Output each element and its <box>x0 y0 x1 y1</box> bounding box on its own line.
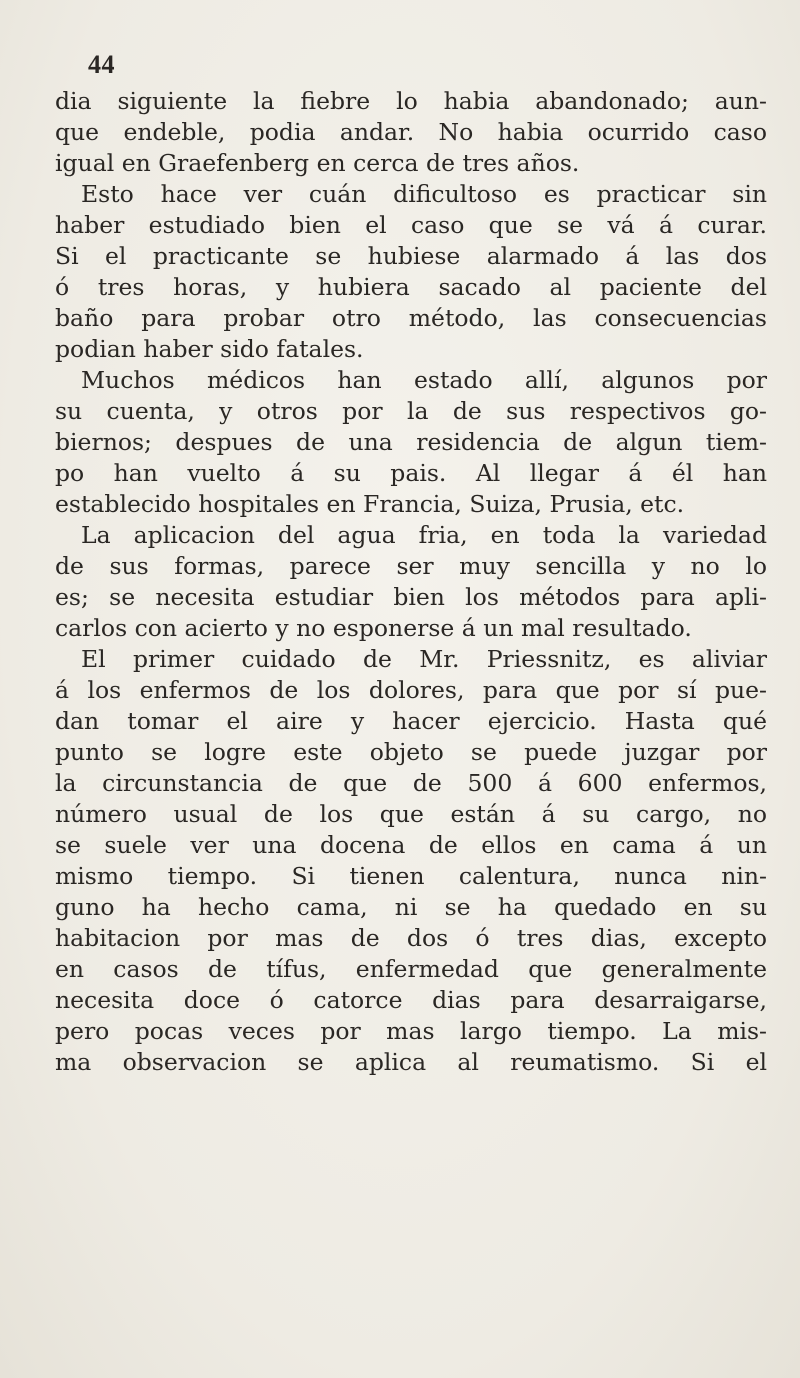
text-line: ó tres horas, y hubiera sacado al paciente del <box>55 273 767 301</box>
text-line: Esto hace ver cuán dificultoso es practicar sin <box>81 180 767 208</box>
text-line: necesita doce ó catorce dias para desarraigarse, <box>55 986 767 1014</box>
text-line: po han vuelto á su pais. Al llegar á él han <box>55 459 767 487</box>
text-line: Muchos médicos han estado allí, algunos por <box>81 366 767 394</box>
text-line: la circunstancia de que de 500 á 600 enfermos, <box>55 769 767 797</box>
text-line: El primer cuidado de Mr. Priessnitz, es aliviar <box>81 645 767 673</box>
text-line: á los enfermos de los dolores, para que por sí pue- <box>55 676 767 704</box>
text-line: se suele ver una docena de ellos en cama á un <box>55 831 767 859</box>
text-line: igual en Graefenberg en cerca de tres años. <box>55 149 580 177</box>
page-number: 44 <box>88 50 115 79</box>
text-line: de sus formas, parece ser muy sencilla y no lo <box>55 552 767 580</box>
text-line: baño para probar otro método, las consecuencias <box>55 304 767 332</box>
text-line: punto se logre este objeto se puede juzgar por <box>55 738 767 766</box>
text-line: dan tomar el aire y hacer ejercicio. Hasta qué <box>55 707 767 735</box>
text-line: La aplicacion del agua fria, en toda la variedad <box>81 521 767 549</box>
text-line: biernos; despues de una residencia de algun tiem- <box>55 428 767 456</box>
text-line: haber estudiado bien el caso que se vá á curar. <box>55 211 767 239</box>
text-line: guno ha hecho cama, ni se ha quedado en su <box>55 893 767 921</box>
text-line: número usual de los que están á su cargo, no <box>55 800 767 828</box>
text-line: su cuenta, y otros por la de sus respectivos go- <box>55 397 767 425</box>
text-line: podian haber sido fatales. <box>55 335 364 363</box>
text-line: habitacion por mas de dos ó tres dias, excepto <box>55 924 767 952</box>
text-line: pero pocas veces por mas largo tiempo. La mis- <box>55 1017 767 1045</box>
text-line: que endeble, podia andar. No habia ocurrido caso <box>55 118 767 146</box>
text-line: en casos de tífus, enfermedad que generalmente <box>55 955 767 983</box>
text-line: dia siguiente la fiebre lo habia abandonado; aun- <box>55 87 767 115</box>
text-line: establecido hospitales en Francia, Suiza, Prusia, etc. <box>55 490 685 518</box>
body-text <box>55 86 767 1078</box>
text-line: ma observacion se aplica al reumatismo. Si el <box>55 1048 767 1076</box>
text-line: carlos con acierto y no esponerse á un mal resultado. <box>55 614 692 642</box>
text-line: Si el practicante se hubiese alarmado á las dos <box>55 242 767 270</box>
text-line: es; se necesita estudiar bien los métodos para apli- <box>55 583 767 611</box>
text-line: mismo tiempo. Si tienen calentura, nunca nin- <box>55 862 767 890</box>
